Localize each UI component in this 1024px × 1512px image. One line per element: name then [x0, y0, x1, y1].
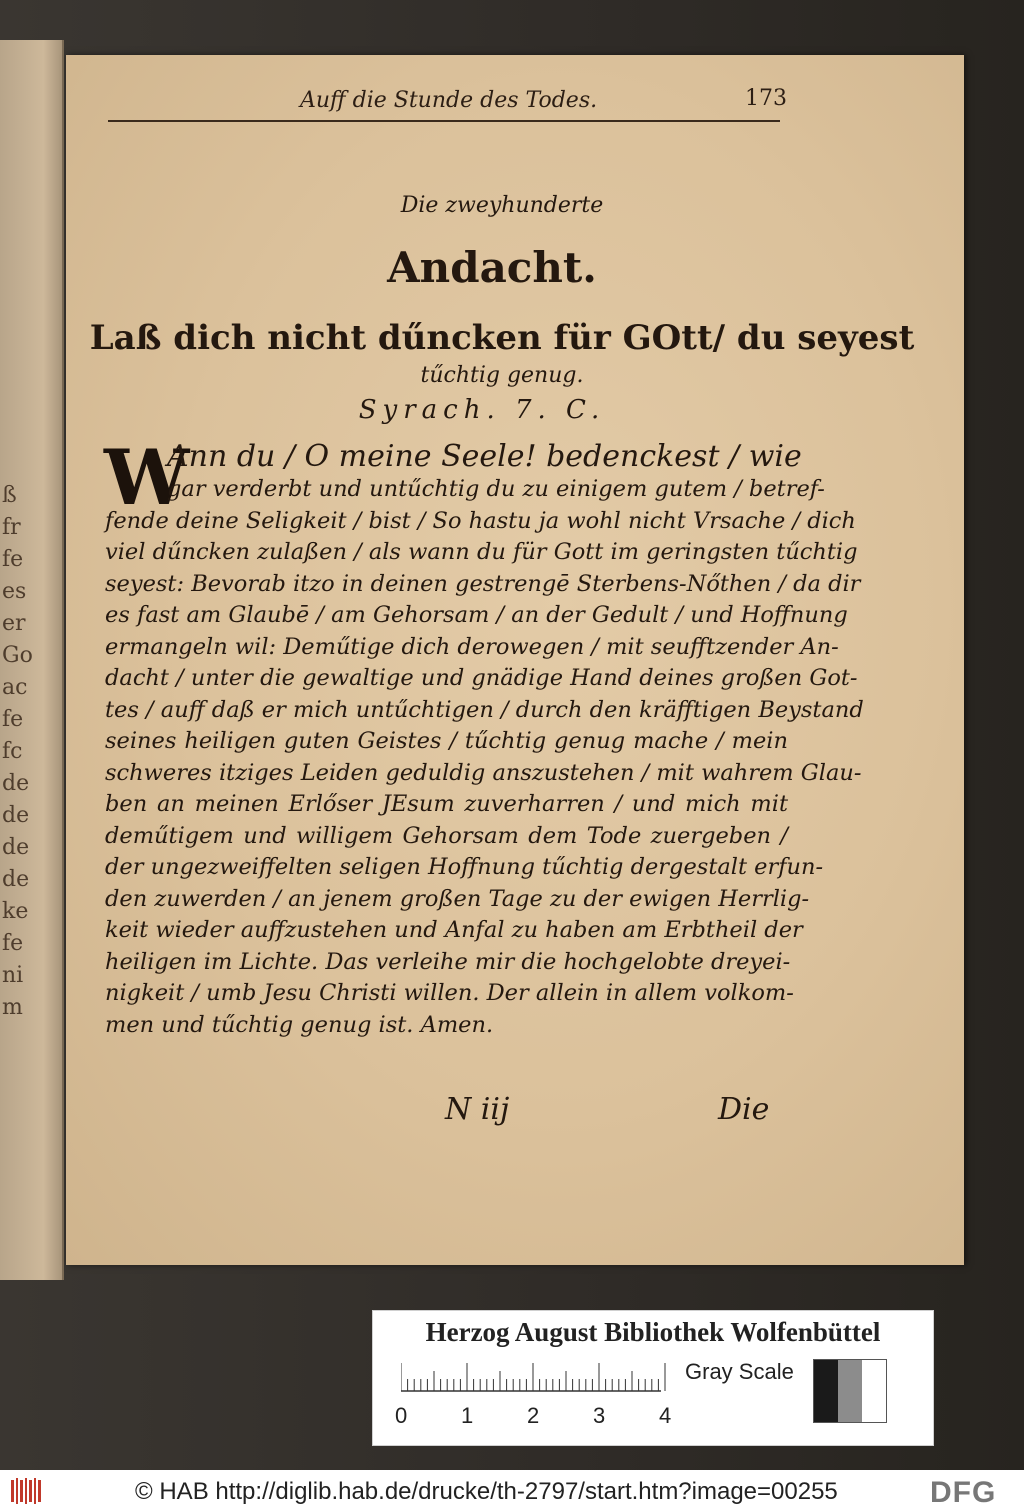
text-line: schweres itziges Leiden geduldig anszustehen / mit wahrem Glau-	[105, 759, 862, 786]
gray-scale-label: Gray Scale	[685, 1359, 794, 1384]
scale-number: 2	[527, 1403, 540, 1428]
text-line: der ungezweiffelten seligen Hoffnung tűchtig dergestalt erfun-	[105, 854, 824, 880]
header-rule	[108, 120, 780, 122]
scale-number: 1	[461, 1403, 474, 1428]
title-ordinal: Die zweyhunderte	[400, 193, 604, 218]
text-line: nigkeit / umb Jesu Christi willen. Der allein in allem volkom-	[105, 980, 794, 1006]
catchword: Die	[718, 1092, 770, 1127]
text-line: fende deine Seligkeit / bist / So hastu ja wohl nicht Vrsache / dich	[105, 507, 856, 534]
footer-url: © HAB http://diglib.hab.de/drucke/th-2797/start.htm?image=00255	[135, 1478, 838, 1505]
text-line: viel dűncken zulaßen / als wann du für Gott im geringsten tűchtig	[105, 539, 858, 565]
text-line: seines heiligen guten Geistes / tűchtig genug mache / mein	[105, 728, 788, 754]
text-line: gar verderbt und untűchtig du zu einigem gutem / betref-	[167, 476, 825, 502]
barcode-logo-icon	[10, 1476, 42, 1506]
text-line: seyest: Bevorab itzo in deinen gestrengē Sterbens-Nőthen / da dir	[105, 570, 861, 597]
title-reference: Syrach. 7. C.	[358, 395, 606, 425]
text-line: dacht / unter die gewaltige und gnädige Hand deines großen Got-	[105, 665, 858, 691]
scale-number: 0	[395, 1403, 408, 1428]
scale-ruler	[401, 1361, 681, 1401]
signature-mark: N iij	[445, 1092, 510, 1127]
scale-number: 4	[659, 1403, 672, 1428]
left-page-text: ß fr fe es er Go ac fe fc de de de de ke fe ni m	[2, 483, 33, 1020]
text-line: deműtigem und willigem Gehorsam dem Tode zuergeben /	[105, 822, 788, 849]
text-line: es fast am Glaubē / am Gehorsam / an der Gedult / und Hoffnung	[105, 602, 848, 628]
left-page-edge	[0, 40, 64, 1280]
card-title: Herzog August Bibliothek Wolfenbüttel	[425, 1317, 881, 1347]
gray-swatches	[813, 1359, 887, 1423]
swatch-gray	[838, 1360, 862, 1422]
swatch-white	[862, 1360, 886, 1422]
scale-number: 3	[593, 1403, 606, 1428]
scale-numbers	[395, 1403, 695, 1433]
page-number: 173	[745, 86, 787, 111]
text-line: men und tűchtig genug ist. Amen.	[105, 1011, 494, 1038]
text-line: ermangeln wil: Deműtige dich derowegen / mit seufftzender An-	[105, 633, 839, 660]
prayer-text	[104, 433, 864, 1041]
dfg-logo: DFG	[930, 1476, 997, 1509]
running-head: Auff die Stunde des Todes.	[300, 88, 598, 113]
text-line: Ann du / O meine Seele! bedenckest / wie	[167, 439, 802, 474]
title-motto: Laß dich nicht dűncken für GOtt/ du seyest	[89, 318, 915, 358]
text-line: keit wieder auffzustehen und Anfal zu haben am Erbtheil der	[105, 917, 803, 943]
text-line: ben an meinen Erlőser JEsum zuverharren / und mich mit	[105, 791, 788, 817]
text-line: heiligen im Lichte. Das verleihe mir die hochgelobte dreyei-	[105, 948, 791, 975]
swatch-black	[814, 1360, 838, 1422]
drop-cap: W	[104, 433, 190, 522]
footer-bar	[0, 1470, 1024, 1512]
title-motto-cont: tűchtig genug.	[420, 363, 584, 388]
color-calibration-card	[372, 1310, 934, 1446]
title-andacht: Andacht.	[387, 243, 597, 292]
text-line: den zuwerden / an jenem großen Tage zu der ewigen Herrlig-	[105, 885, 810, 912]
text-line: tes / auff daß er mich untűchtigen / durch den kräfftigen Beystand	[105, 696, 864, 723]
